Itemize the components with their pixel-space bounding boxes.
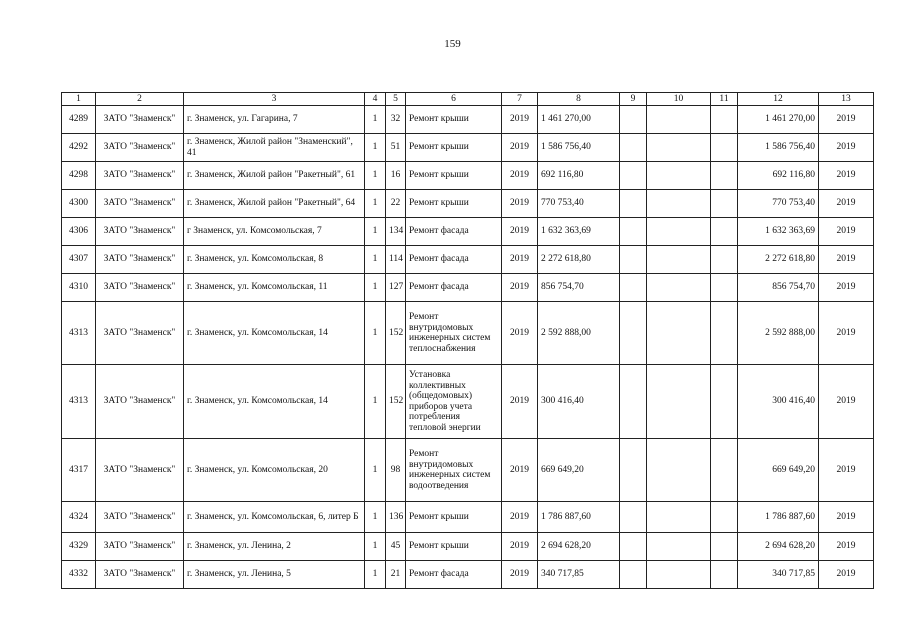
cell-org: ЗАТО "Знаменск" [96, 218, 184, 246]
cell-col5: 16 [386, 162, 406, 190]
cell-cost: 340 717,85 [538, 561, 620, 589]
cell-org: ЗАТО "Знаменск" [96, 533, 184, 561]
table-row [62, 502, 874, 533]
table-row [62, 218, 874, 246]
cell-id: 4332 [62, 561, 96, 589]
cell-total: 300 416,40 [738, 365, 819, 439]
cell-col11 [711, 533, 738, 561]
cell-total: 770 753,40 [738, 190, 819, 218]
cell-id: 4310 [62, 274, 96, 302]
cell-col5: 32 [386, 106, 406, 134]
cell-address: г. Знаменск, ул. Ленина, 2 [184, 533, 365, 561]
cell-col4: 1 [365, 533, 386, 561]
cell-col4: 1 [365, 561, 386, 589]
cell-year: 2019 [502, 533, 538, 561]
cell-address: г. Знаменск, Жилой район "Ракетный", 64 [184, 190, 365, 218]
cell-col4: 1 [365, 246, 386, 274]
header-col-7: 7 [502, 93, 538, 106]
cell-work-type: Ремонт фасада [406, 274, 502, 302]
cell-cost: 1 586 756,40 [538, 134, 620, 162]
cell-col5: 114 [386, 246, 406, 274]
cell-col5: 127 [386, 274, 406, 302]
header-col-5: 5 [386, 93, 406, 106]
header-col-11: 11 [711, 93, 738, 106]
cell-address: г. Знаменск, ул. Комсомольская, 14 [184, 302, 365, 365]
cell-col4: 1 [365, 302, 386, 365]
header-col-3: 3 [184, 93, 365, 106]
cell-cost: 692 116,80 [538, 162, 620, 190]
cell-col5: 134 [386, 218, 406, 246]
cell-id: 4292 [62, 134, 96, 162]
cell-col11 [711, 106, 738, 134]
cell-col4: 1 [365, 106, 386, 134]
cell-total: 1 461 270,00 [738, 106, 819, 134]
cell-year: 2019 [502, 561, 538, 589]
cell-year: 2019 [502, 365, 538, 439]
cell-year: 2019 [502, 218, 538, 246]
cell-year-end: 2019 [819, 439, 874, 502]
cell-work-type: Ремонт внутридомовых инженерных систем водоотведения [406, 439, 502, 502]
cell-cost: 770 753,40 [538, 190, 620, 218]
header-col-4: 4 [365, 93, 386, 106]
cell-id: 4313 [62, 365, 96, 439]
cell-total: 340 717,85 [738, 561, 819, 589]
header-col-13: 13 [819, 93, 874, 106]
cell-col11 [711, 439, 738, 502]
cell-total: 2 694 628,20 [738, 533, 819, 561]
cell-col5: 152 [386, 365, 406, 439]
header-col-9: 9 [620, 93, 647, 106]
header-col-2: 2 [96, 93, 184, 106]
cell-col10 [647, 439, 711, 502]
cell-col10 [647, 274, 711, 302]
header-col-1: 1 [62, 93, 96, 106]
cell-work-type: Установка коллективных (общедомовых) приборов учета потребления тепловой энергии [406, 365, 502, 439]
table-row [62, 134, 874, 162]
cell-work-type: Ремонт фасада [406, 218, 502, 246]
table-row [62, 439, 874, 502]
cell-org: ЗАТО "Знаменск" [96, 365, 184, 439]
table-row [62, 302, 874, 365]
cell-org: ЗАТО "Знаменск" [96, 561, 184, 589]
cell-col5: 22 [386, 190, 406, 218]
cell-col10 [647, 134, 711, 162]
header-col-10: 10 [647, 93, 711, 106]
cell-id: 4300 [62, 190, 96, 218]
cell-col9 [620, 274, 647, 302]
cell-id: 4298 [62, 162, 96, 190]
cell-year-end: 2019 [819, 162, 874, 190]
cell-id: 4306 [62, 218, 96, 246]
table-row [62, 274, 874, 302]
cell-work-type: Ремонт крыши [406, 502, 502, 533]
cell-col11 [711, 190, 738, 218]
cell-year-end: 2019 [819, 134, 874, 162]
cell-year: 2019 [502, 502, 538, 533]
table-header [62, 93, 874, 106]
cell-total: 2 272 618,80 [738, 246, 819, 274]
cell-col9 [620, 439, 647, 502]
page-number: 159 [444, 38, 461, 50]
cell-year: 2019 [502, 274, 538, 302]
cell-id: 4317 [62, 439, 96, 502]
cell-col9 [620, 533, 647, 561]
cell-col11 [711, 218, 738, 246]
cell-col9 [620, 134, 647, 162]
cell-year: 2019 [502, 439, 538, 502]
cell-col9 [620, 302, 647, 365]
cell-col11 [711, 162, 738, 190]
cell-address: г. Знаменск, ул. Комсомольская, 6, литер Б [184, 502, 365, 533]
cell-col5: 136 [386, 502, 406, 533]
cell-address: г. Знаменск, ул. Гагарина, 7 [184, 106, 365, 134]
cell-address: г. Знаменск, Жилой район "Ракетный", 61 [184, 162, 365, 190]
cell-address: г. Знаменск, ул. Комсомольская, 20 [184, 439, 365, 502]
cell-work-type: Ремонт крыши [406, 134, 502, 162]
cell-year-end: 2019 [819, 218, 874, 246]
cell-id: 4307 [62, 246, 96, 274]
cell-cost: 1 632 363,69 [538, 218, 620, 246]
cell-col9 [620, 561, 647, 589]
cell-col9 [620, 502, 647, 533]
cell-col4: 1 [365, 190, 386, 218]
cell-org: ЗАТО "Знаменск" [96, 134, 184, 162]
cell-org: ЗАТО "Знаменск" [96, 246, 184, 274]
cell-col10 [647, 190, 711, 218]
cell-year: 2019 [502, 302, 538, 365]
cell-total: 1 586 756,40 [738, 134, 819, 162]
cell-year-end: 2019 [819, 190, 874, 218]
cell-col11 [711, 302, 738, 365]
cell-col9 [620, 162, 647, 190]
cell-year-end: 2019 [819, 302, 874, 365]
table-row [62, 162, 874, 190]
cell-col4: 1 [365, 365, 386, 439]
cell-col5: 45 [386, 533, 406, 561]
cell-cost: 669 649,20 [538, 439, 620, 502]
cell-address: г. Знаменск, ул. Комсомольская, 14 [184, 365, 365, 439]
cell-col4: 1 [365, 439, 386, 502]
cell-year: 2019 [502, 190, 538, 218]
cell-work-type: Ремонт фасада [406, 561, 502, 589]
cell-cost: 2 592 888,00 [538, 302, 620, 365]
cell-year: 2019 [502, 162, 538, 190]
cell-col4: 1 [365, 502, 386, 533]
cell-cost: 300 416,40 [538, 365, 620, 439]
cell-total: 692 116,80 [738, 162, 819, 190]
cell-work-type: Ремонт внутридомовых инженерных систем теплоснабжения [406, 302, 502, 365]
table-row [62, 246, 874, 274]
cell-col11 [711, 134, 738, 162]
table-row [62, 365, 874, 439]
cell-year-end: 2019 [819, 502, 874, 533]
cell-col5: 51 [386, 134, 406, 162]
cell-year-end: 2019 [819, 561, 874, 589]
cell-col11 [711, 561, 738, 589]
cell-col10 [647, 365, 711, 439]
cell-col4: 1 [365, 218, 386, 246]
table-row [62, 106, 874, 134]
cell-total: 669 649,20 [738, 439, 819, 502]
header-col-12: 12 [738, 93, 819, 106]
cell-year: 2019 [502, 134, 538, 162]
cell-org: ЗАТО "Знаменск" [96, 502, 184, 533]
cell-org: ЗАТО "Знаменск" [96, 439, 184, 502]
cell-year: 2019 [502, 246, 538, 274]
cell-cost: 856 754,70 [538, 274, 620, 302]
cell-org: ЗАТО "Знаменск" [96, 190, 184, 218]
cell-col10 [647, 246, 711, 274]
cell-address: г. Знаменск, ул. Ленина, 5 [184, 561, 365, 589]
cell-col10 [647, 533, 711, 561]
cell-col4: 1 [365, 134, 386, 162]
cell-col11 [711, 274, 738, 302]
cell-year-end: 2019 [819, 246, 874, 274]
table-row [62, 533, 874, 561]
cell-col11 [711, 246, 738, 274]
cell-id: 4289 [62, 106, 96, 134]
cell-total: 2 592 888,00 [738, 302, 819, 365]
cell-id: 4329 [62, 533, 96, 561]
cell-col10 [647, 561, 711, 589]
cell-col5: 98 [386, 439, 406, 502]
cell-cost: 1 461 270,00 [538, 106, 620, 134]
cell-year-end: 2019 [819, 106, 874, 134]
cell-total: 856 754,70 [738, 274, 819, 302]
header-row [62, 93, 874, 106]
cell-cost: 2 272 618,80 [538, 246, 620, 274]
cell-col10 [647, 502, 711, 533]
cell-org: ЗАТО "Знаменск" [96, 274, 184, 302]
cell-work-type: Ремонт крыши [406, 533, 502, 561]
cell-org: ЗАТО "Знаменск" [96, 302, 184, 365]
cell-col5: 152 [386, 302, 406, 365]
header-col-8: 8 [538, 93, 620, 106]
cell-id: 4324 [62, 502, 96, 533]
cell-col9 [620, 365, 647, 439]
cell-col9 [620, 190, 647, 218]
cell-org: ЗАТО "Знаменск" [96, 162, 184, 190]
cell-address: г. Знаменск, ул. Комсомольская, 8 [184, 246, 365, 274]
cell-col4: 1 [365, 162, 386, 190]
header-col-6: 6 [406, 93, 502, 106]
cell-year-end: 2019 [819, 274, 874, 302]
cell-total: 1 786 887,60 [738, 502, 819, 533]
cell-col10 [647, 106, 711, 134]
repair-registry-table [61, 92, 874, 589]
cell-cost: 1 786 887,60 [538, 502, 620, 533]
cell-id: 4313 [62, 302, 96, 365]
cell-work-type: Ремонт крыши [406, 190, 502, 218]
cell-year-end: 2019 [819, 533, 874, 561]
cell-work-type: Ремонт фасада [406, 246, 502, 274]
cell-col9 [620, 106, 647, 134]
cell-total: 1 632 363,69 [738, 218, 819, 246]
cell-col10 [647, 218, 711, 246]
cell-address: г. Знаменск, Жилой район "Знаменский", 41 [184, 134, 365, 162]
table-body [62, 106, 874, 589]
table-row [62, 561, 874, 589]
cell-year: 2019 [502, 106, 538, 134]
cell-col5: 21 [386, 561, 406, 589]
cell-col10 [647, 162, 711, 190]
cell-col4: 1 [365, 274, 386, 302]
cell-col11 [711, 365, 738, 439]
cell-address: г. Знаменск, ул. Комсомольская, 11 [184, 274, 365, 302]
cell-col9 [620, 218, 647, 246]
cell-cost: 2 694 628,20 [538, 533, 620, 561]
cell-year-end: 2019 [819, 365, 874, 439]
cell-col11 [711, 502, 738, 533]
cell-org: ЗАТО "Знаменск" [96, 106, 184, 134]
table-row [62, 190, 874, 218]
cell-col10 [647, 302, 711, 365]
cell-col9 [620, 246, 647, 274]
cell-work-type: Ремонт крыши [406, 106, 502, 134]
cell-address: г Знаменск, ул. Комсомольская, 7 [184, 218, 365, 246]
cell-work-type: Ремонт крыши [406, 162, 502, 190]
